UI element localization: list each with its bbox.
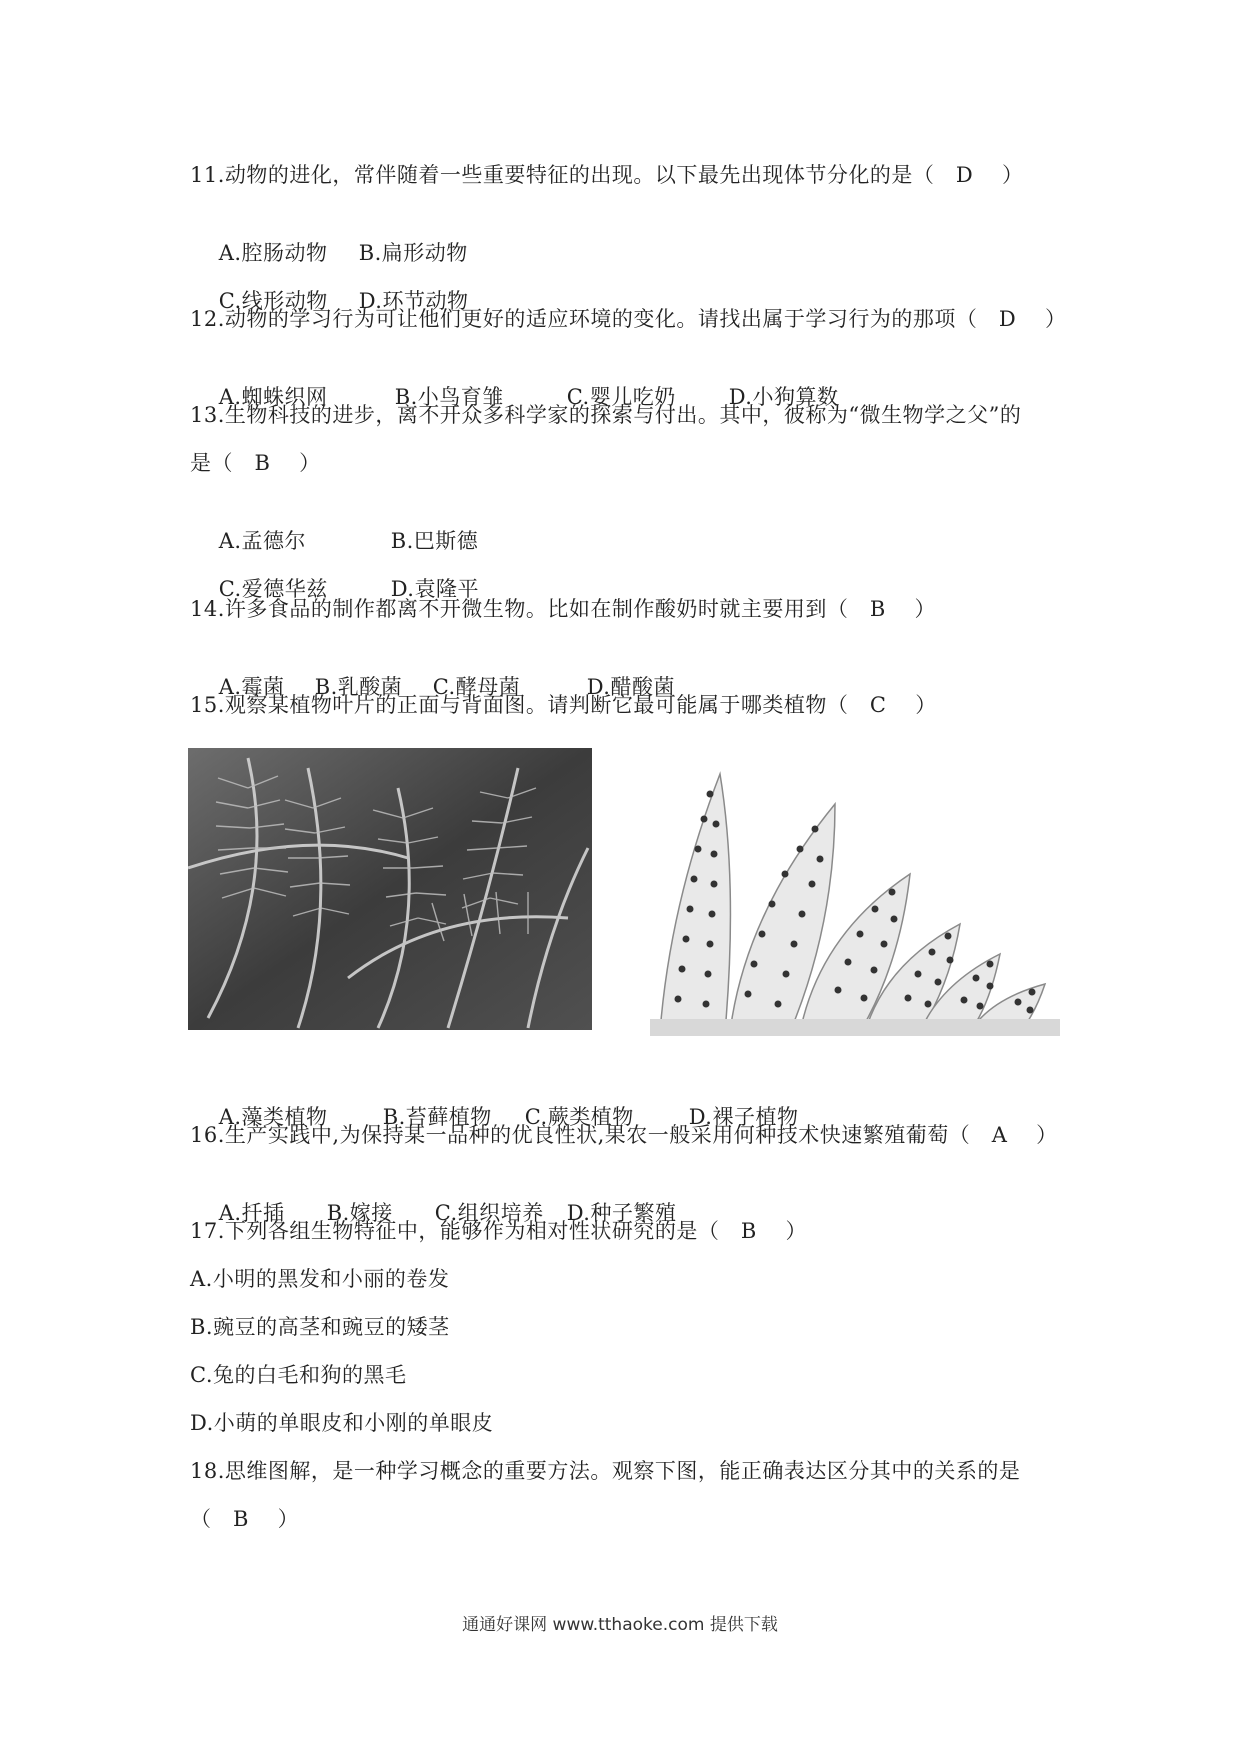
fern-front-photo xyxy=(188,748,592,1030)
question-15-stem: 15.观察某植物叶片的正面与背面图。请判断它最可能属于哪类植物（ C ） xyxy=(190,693,937,717)
option-b: B.嫁接 xyxy=(326,1201,393,1225)
option-c: C.线形动物 xyxy=(218,289,328,313)
option-a: A.扦插 xyxy=(218,1201,285,1225)
option-a: A.腔肠动物 xyxy=(218,241,328,265)
question-11-stem: 11.动物的进化，常伴随着一些重要特征的出现。以下最先出现体节分化的是（ D ） xyxy=(190,163,1024,187)
question-17-option-b: B.豌豆的高茎和豌豆的矮茎 xyxy=(190,1315,450,1339)
option-a: A.孟德尔 xyxy=(218,529,307,553)
option-b: B.苔藓植物 xyxy=(382,1105,492,1129)
option-c: C.爱德华兹 xyxy=(218,577,328,601)
option-a: A.藻类植物 xyxy=(218,1105,328,1129)
option-c: C.酵母菌 xyxy=(432,675,521,699)
option-b: B.扁形动物 xyxy=(358,241,468,265)
option-c: C.组织培养 xyxy=(434,1201,544,1225)
question-17-option-c: C.兔的白毛和狗的黑毛 xyxy=(190,1363,407,1387)
option-a: A.霉菌 xyxy=(218,675,285,699)
fern-back-photo xyxy=(650,764,1060,1036)
page-footer: 通通好课网 www.tthaoke.com 提供下载 xyxy=(462,1615,778,1635)
question-17-option-a: A.小明的黑发和小丽的卷发 xyxy=(190,1267,450,1291)
option-b: B.巴斯德 xyxy=(390,529,479,553)
option-d: D.醋酸菌 xyxy=(586,675,675,699)
option-c: C.婴儿吃奶 xyxy=(566,385,676,409)
question-12-stem: 12.动物的学习行为可让他们更好的适应环境的变化。请找出属于学习行为的那项（ D ） xyxy=(190,307,1067,331)
question-14-stem: 14.许多食品的制作都离不开微生物。比如在制作酸奶时就主要用到（ B ） xyxy=(190,597,937,621)
option-d: D.小狗算数 xyxy=(728,385,839,409)
option-d: D.种子繁殖 xyxy=(566,1201,677,1225)
question-18-stem-line2: （ B ） xyxy=(190,1507,300,1531)
option-a: A.蜘蛛织网 xyxy=(218,385,328,409)
option-d: D.环节动物 xyxy=(358,289,469,313)
question-18-stem-line1: 18.思维图解，是一种学习概念的重要方法。观察下图，能正确表达区分其中的关系的是 xyxy=(190,1459,1021,1483)
question-17-stem: 17.下列各组生物特征中，能够作为相对性状研究的是（ B ） xyxy=(190,1219,808,1243)
question-13-stem-line2: 是（ B ） xyxy=(190,451,321,475)
option-b: B.小鸟育雏 xyxy=(394,385,504,409)
option-b: B.乳酸菌 xyxy=(314,675,403,699)
question-16-stem: 16.生产实践中,为保持某一品种的优良性状,果农一般采用何种技术快速繁殖葡萄（ A ） xyxy=(190,1123,1058,1147)
option-c: C.蕨类植物 xyxy=(524,1105,634,1129)
question-17-option-d: D.小萌的单眼皮和小刚的单眼皮 xyxy=(190,1411,494,1435)
option-d: D.袁隆平 xyxy=(390,577,479,601)
option-d: D.裸子植物 xyxy=(688,1105,799,1129)
question-13-stem-line1: 13.生物科技的进步，离不开众多科学家的探索与付出。其中，彼称为“微生物学之父”的 xyxy=(190,403,1022,427)
